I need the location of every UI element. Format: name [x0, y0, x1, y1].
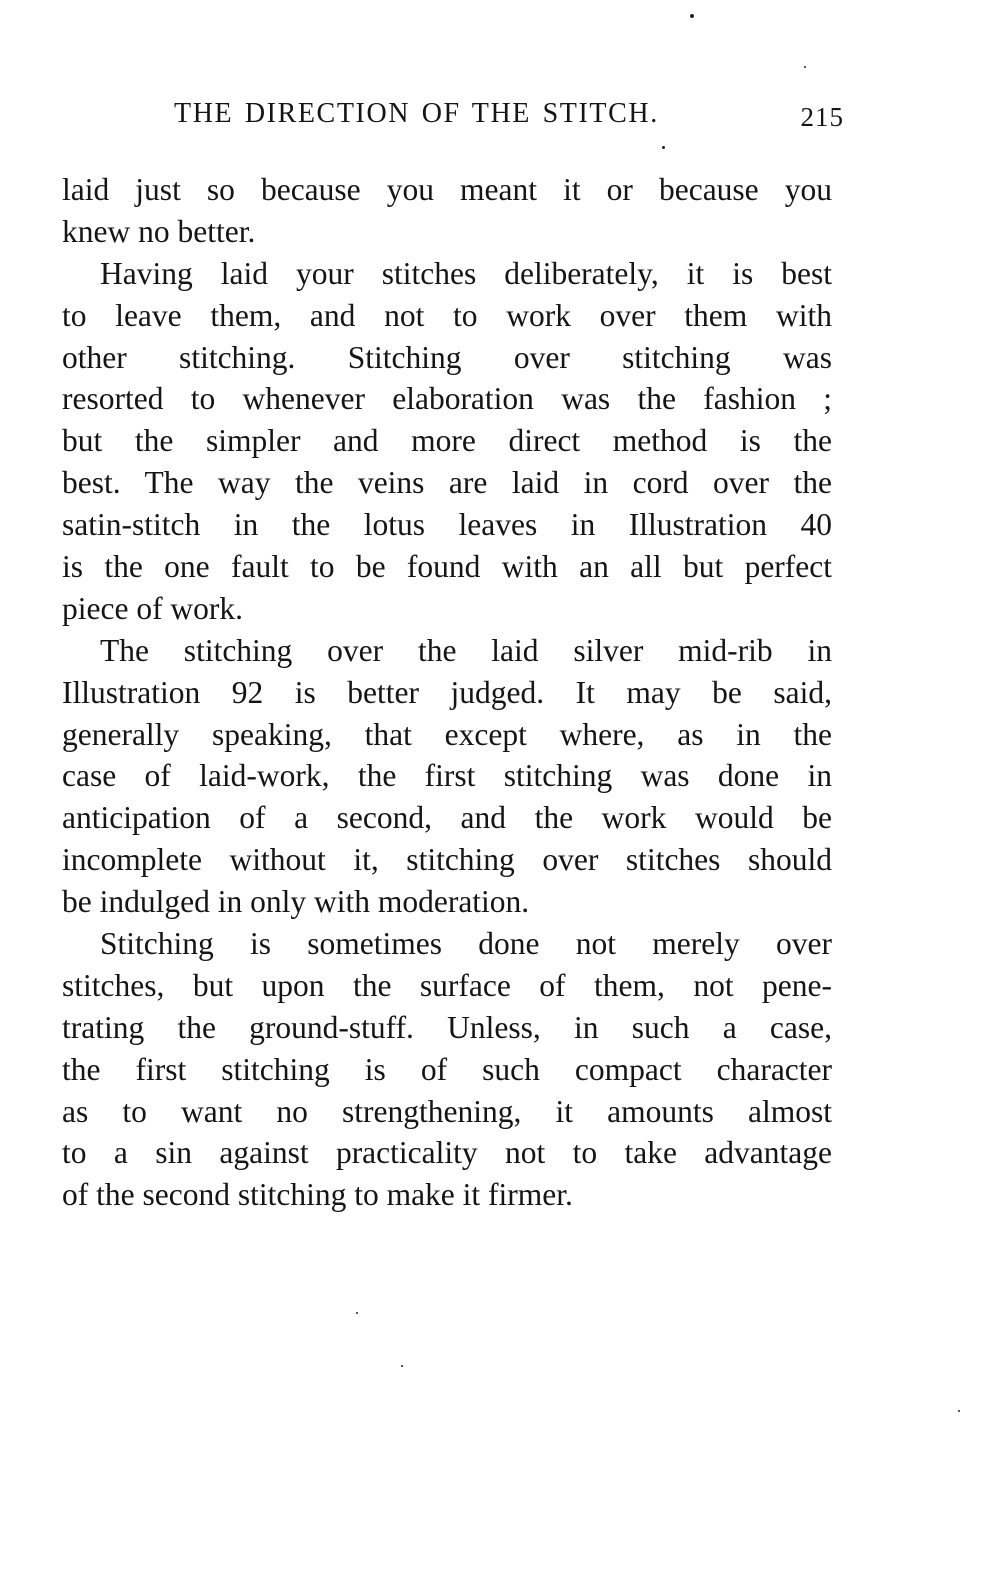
running-head [62, 98, 844, 138]
text-line: as to want no strengthening, it amounts almost [62, 1093, 832, 1129]
text-line: incomplete without it, stitching over stitches should [62, 842, 832, 878]
text-line: but the simpler and more direct method is the [62, 423, 832, 459]
paragraph-2 [62, 253, 832, 630]
text-line: best. The way the veins are laid in cord over the [62, 465, 832, 501]
scan-speck [356, 1312, 358, 1314]
text-line: to a sin against practicality not to take advantage [62, 1135, 832, 1171]
text-line: of the second stitching to make it firmer. [62, 1177, 573, 1213]
page-number: 215 [800, 102, 844, 132]
text-line: Illustration 92 is better judged. It may be said, [62, 674, 832, 710]
scan-speck [401, 1365, 403, 1367]
text-line: to leave them, and not to work over them with [62, 297, 832, 333]
text-line: trating the ground-stuff. Unless, in such a case, [62, 1009, 832, 1045]
text-line: stitches, but upon the surface of them, not pene- [62, 967, 832, 1003]
text-line: laid just so because you meant it or because you [62, 172, 832, 207]
scan-speck [804, 66, 806, 68]
scan-speck [690, 14, 694, 18]
text-line: anticipation of a second, and the work would be [62, 800, 832, 836]
text-line: knew no better. [62, 213, 256, 249]
text-line: is the one fault to be found with an all but perfect [62, 549, 832, 585]
text-line: Having laid your stitches deliberately, it is best [100, 255, 832, 291]
text-line: case of laid-work, the first stitching was done in [62, 758, 832, 794]
text-line: satin-stitch in the lotus leaves in Illustration 40 [62, 507, 832, 543]
scan-speck [662, 146, 665, 149]
paragraph-3 [62, 630, 832, 923]
text-line: be indulged in only with moderation. [62, 884, 530, 920]
body-text [62, 169, 832, 1216]
paragraph-4 [62, 923, 832, 1216]
text-line: other stitching. Stitching over stitching was [62, 339, 832, 375]
text-line: The stitching over the laid silver mid-rib in [100, 632, 832, 668]
text-line: generally speaking, that except where, as in the [62, 716, 832, 752]
text-line: resorted to whenever elaboration was the fashion ; [62, 381, 832, 417]
running-title: THE DIRECTION OF THE STITCH. [174, 98, 659, 129]
text-line: piece of work. [62, 590, 244, 626]
scan-speck [958, 1410, 960, 1412]
paragraph-1 [62, 169, 832, 253]
text-line: the first stitching is of such compact character [62, 1051, 832, 1087]
text-line: Stitching is sometimes done not merely over [100, 926, 832, 962]
